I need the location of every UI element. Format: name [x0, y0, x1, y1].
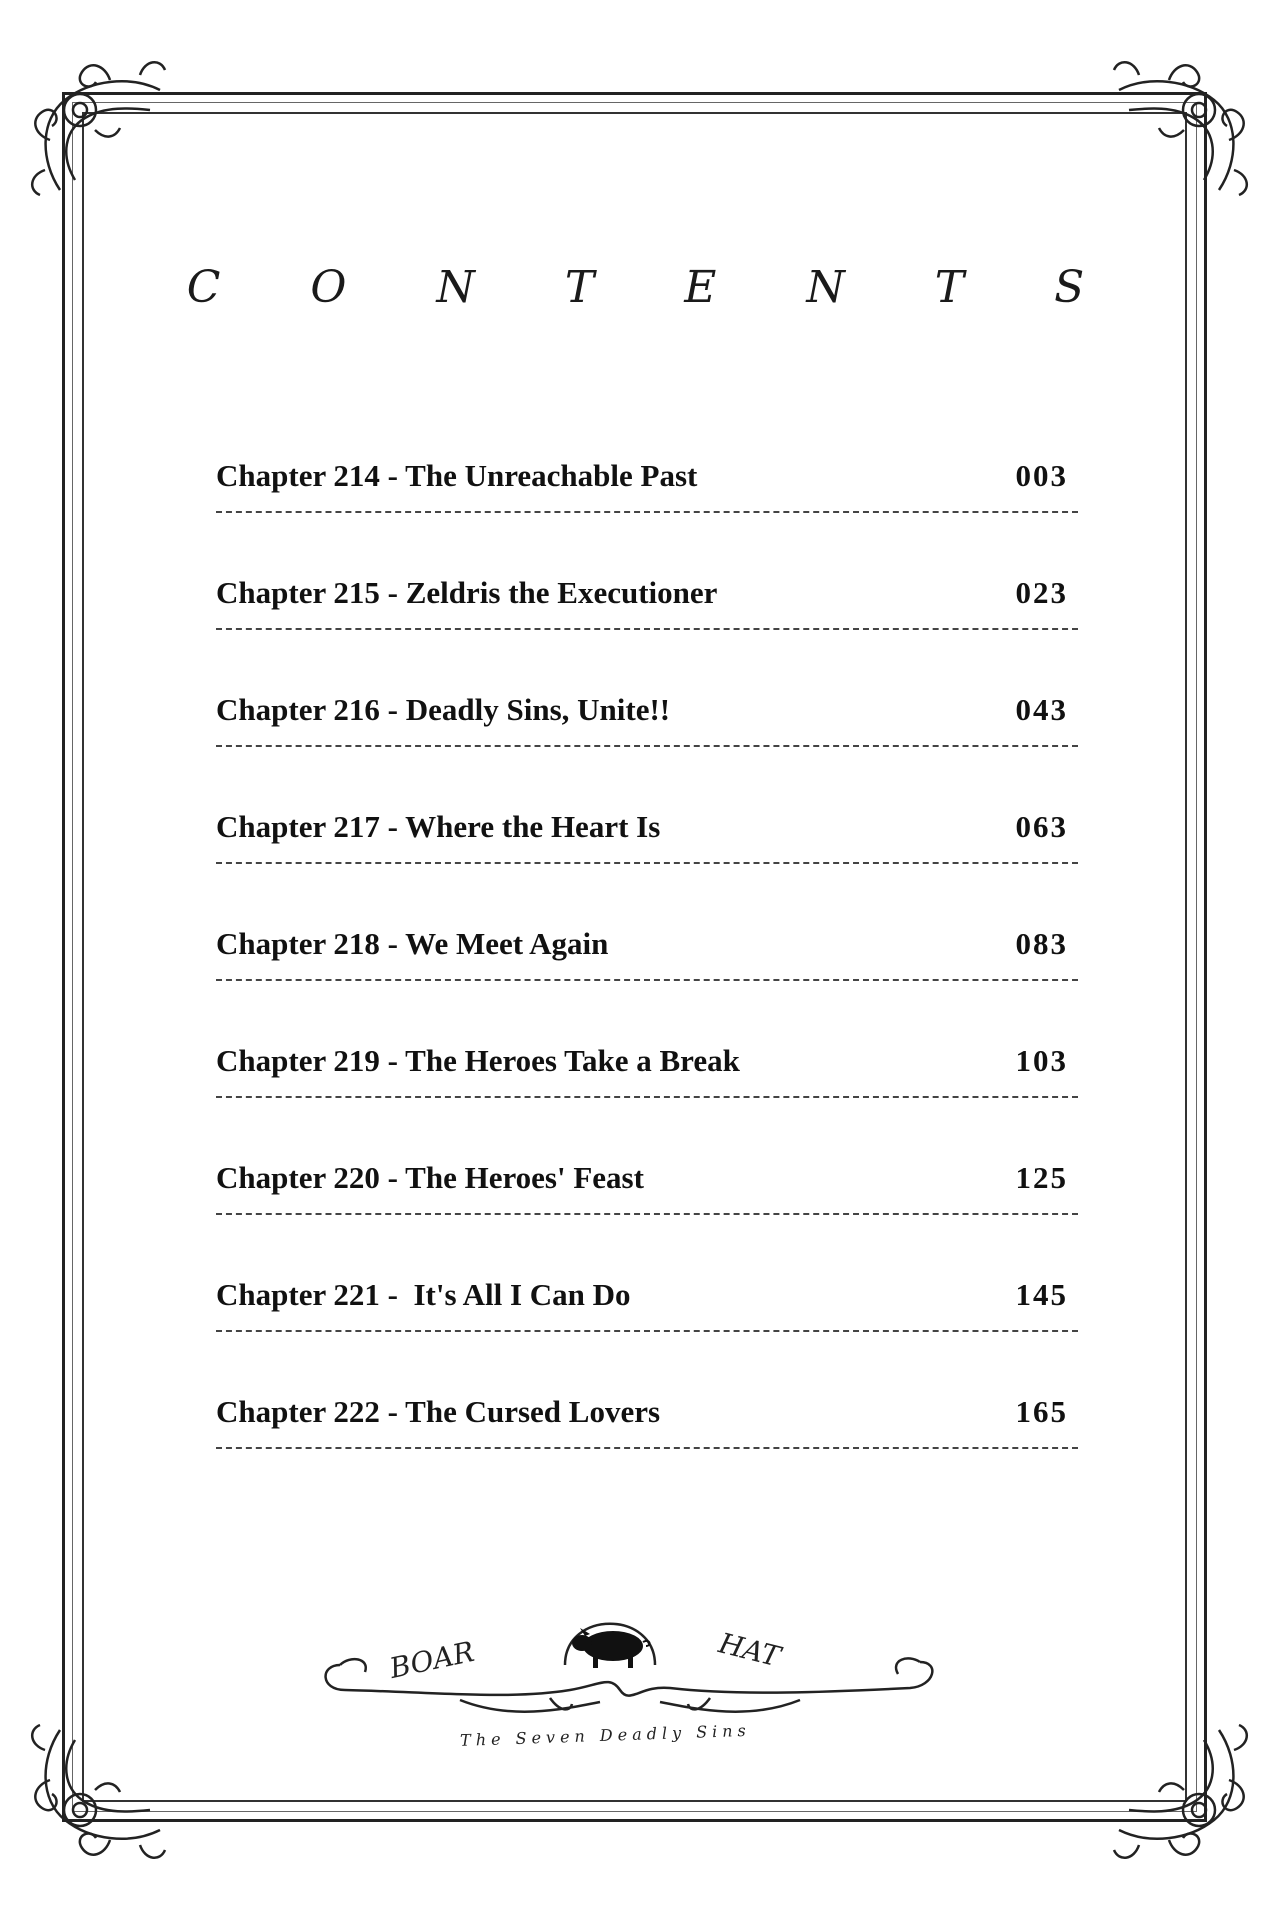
dashed-divider [216, 1213, 1078, 1215]
toc-page-number: 165 [1015, 1394, 1068, 1429]
toc-row-217[interactable] [216, 809, 1078, 926]
toc-chapter-label: Chapter 214 - The Unreachable Past [216, 458, 698, 493]
toc-page-number: 083 [1015, 926, 1068, 961]
ornate-corner-bottom-right-icon [1109, 1720, 1259, 1870]
toc-chapter-label: Chapter 216 - Deadly Sins, Unite!! [216, 692, 671, 727]
table-of-contents [216, 458, 1078, 1511]
toc-row-215[interactable] [216, 575, 1078, 692]
toc-chapter-label: Chapter 222 - The Cursed Lovers [216, 1394, 661, 1429]
boar-hat-logo [310, 1580, 950, 1760]
ornate-corner-top-left-icon [20, 50, 170, 200]
toc-chapter-label: Chapter 215 - Zeldris the Executioner [216, 575, 718, 610]
logo-left-word: BOAR [386, 1634, 478, 1685]
logo-right-word: HAT [715, 1626, 784, 1674]
toc-row-214[interactable] [216, 458, 1078, 575]
toc-chapter-label: Chapter 217 - Where the Heart Is [216, 809, 661, 844]
toc-row-221[interactable] [216, 1277, 1078, 1394]
ornate-corner-top-right-icon [1109, 50, 1259, 200]
toc-page-number: 125 [1015, 1160, 1068, 1195]
dashed-divider [216, 745, 1078, 747]
dashed-divider [216, 1096, 1078, 1098]
dashed-divider [216, 979, 1078, 981]
toc-row-222[interactable] [216, 1394, 1078, 1511]
logo-subtitle: The Seven Deadly Sins [459, 1720, 752, 1750]
ornate-corner-bottom-left-icon [20, 1720, 170, 1870]
toc-page-number: 023 [1015, 575, 1068, 610]
toc-row-216[interactable] [216, 692, 1078, 809]
dashed-divider [216, 1330, 1078, 1332]
toc-chapter-label: Chapter 220 - The Heroes' Feast [216, 1160, 644, 1195]
page-title: C O N T E N T S [186, 262, 1123, 313]
toc-page-number: 103 [1015, 1043, 1068, 1078]
dashed-divider [216, 1447, 1078, 1449]
toc-chapter-label: Chapter 219 - The Heroes Take a Break [216, 1043, 740, 1078]
toc-row-218[interactable] [216, 926, 1078, 1043]
toc-page-number: 145 [1015, 1277, 1068, 1312]
dashed-divider [216, 862, 1078, 864]
toc-chapter-label: Chapter 221 - It's All I Can Do [216, 1277, 631, 1312]
pig-icon [572, 1628, 650, 1668]
toc-row-219[interactable] [216, 1043, 1078, 1160]
dashed-divider [216, 628, 1078, 630]
toc-row-220[interactable] [216, 1160, 1078, 1277]
toc-page-number: 003 [1015, 458, 1068, 493]
toc-page-number: 063 [1015, 809, 1068, 844]
toc-page-number: 043 [1015, 692, 1068, 727]
toc-chapter-label: Chapter 218 - We Meet Again [216, 926, 609, 961]
dashed-divider [216, 511, 1078, 513]
